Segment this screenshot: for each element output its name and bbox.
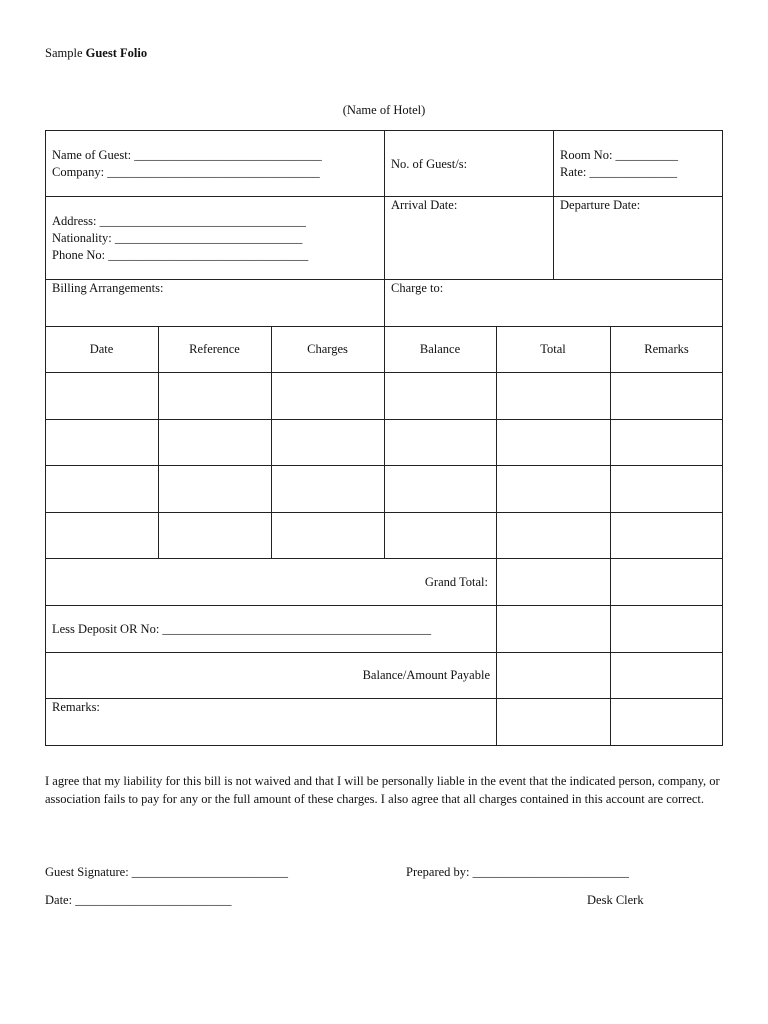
address-field: Address: _________________________________ <box>52 214 306 228</box>
row-divider <box>45 558 723 559</box>
column-header-reference: Reference <box>189 342 240 356</box>
hotel-name: (Name of Hotel) <box>342 103 426 117</box>
row-divider <box>45 698 723 699</box>
column-header-charges: Charges <box>307 342 348 356</box>
balance-payable-label: Balance/Amount Payable <box>362 668 490 682</box>
guest-signature-field: Guest Signature: _________________________ <box>45 865 289 879</box>
column-divider <box>158 326 159 558</box>
guest-count-field: No. of Guest/s: <box>391 157 468 171</box>
column-divider <box>610 326 611 746</box>
desk-clerk-label: Desk Clerk <box>587 893 644 907</box>
guest-name-field: Name of Guest: ______________________________ <box>52 148 322 162</box>
column-divider <box>496 326 497 746</box>
deposit-field: Less Deposit OR No: ___________________________________________ <box>52 622 432 636</box>
nationality-field: Nationality: ______________________________ <box>52 231 303 245</box>
title-bold: Guest Folio <box>85 46 148 60</box>
agreement-text: I agree that my liability for this bill is not waived and that I will be personally liable in the event that the indicated person, company, or association fails to pay for any or the full amount of these charges. I also agree that all charges contained in this account are correct. <box>45 774 720 806</box>
arrival-date-field: Arrival Date: <box>391 198 458 212</box>
column-divider <box>271 326 272 558</box>
remarks-field: Remarks: <box>52 700 100 714</box>
charge-to-field: Charge to: <box>391 281 444 295</box>
departure-date-field: Departure Date: <box>560 198 641 212</box>
column-divider <box>384 326 385 558</box>
row-divider <box>45 605 723 606</box>
column-header-balance: Balance <box>419 342 461 356</box>
prepared-by-field: Prepared by: _________________________ <box>406 865 629 879</box>
billing-arrangements-field: Billing Arrangements: <box>52 281 164 295</box>
document-title <box>45 46 147 61</box>
column-header-remarks: Remarks <box>644 342 689 356</box>
column-header-date: Date <box>89 342 114 356</box>
row-divider <box>45 652 723 653</box>
rate-field: Rate: ______________ <box>560 165 678 179</box>
column-divider <box>553 130 554 279</box>
date-field: Date: _________________________ <box>45 893 232 907</box>
phone-field: Phone No: ________________________________ <box>52 248 309 262</box>
room-no-field: Room No: __________ <box>560 148 679 162</box>
title-prefix: Sample <box>45 46 83 60</box>
column-header-total: Total <box>540 342 566 356</box>
company-field: Company: __________________________________ <box>52 165 320 179</box>
column-divider <box>384 130 385 326</box>
grand-total-label: Grand Total: <box>424 575 488 589</box>
